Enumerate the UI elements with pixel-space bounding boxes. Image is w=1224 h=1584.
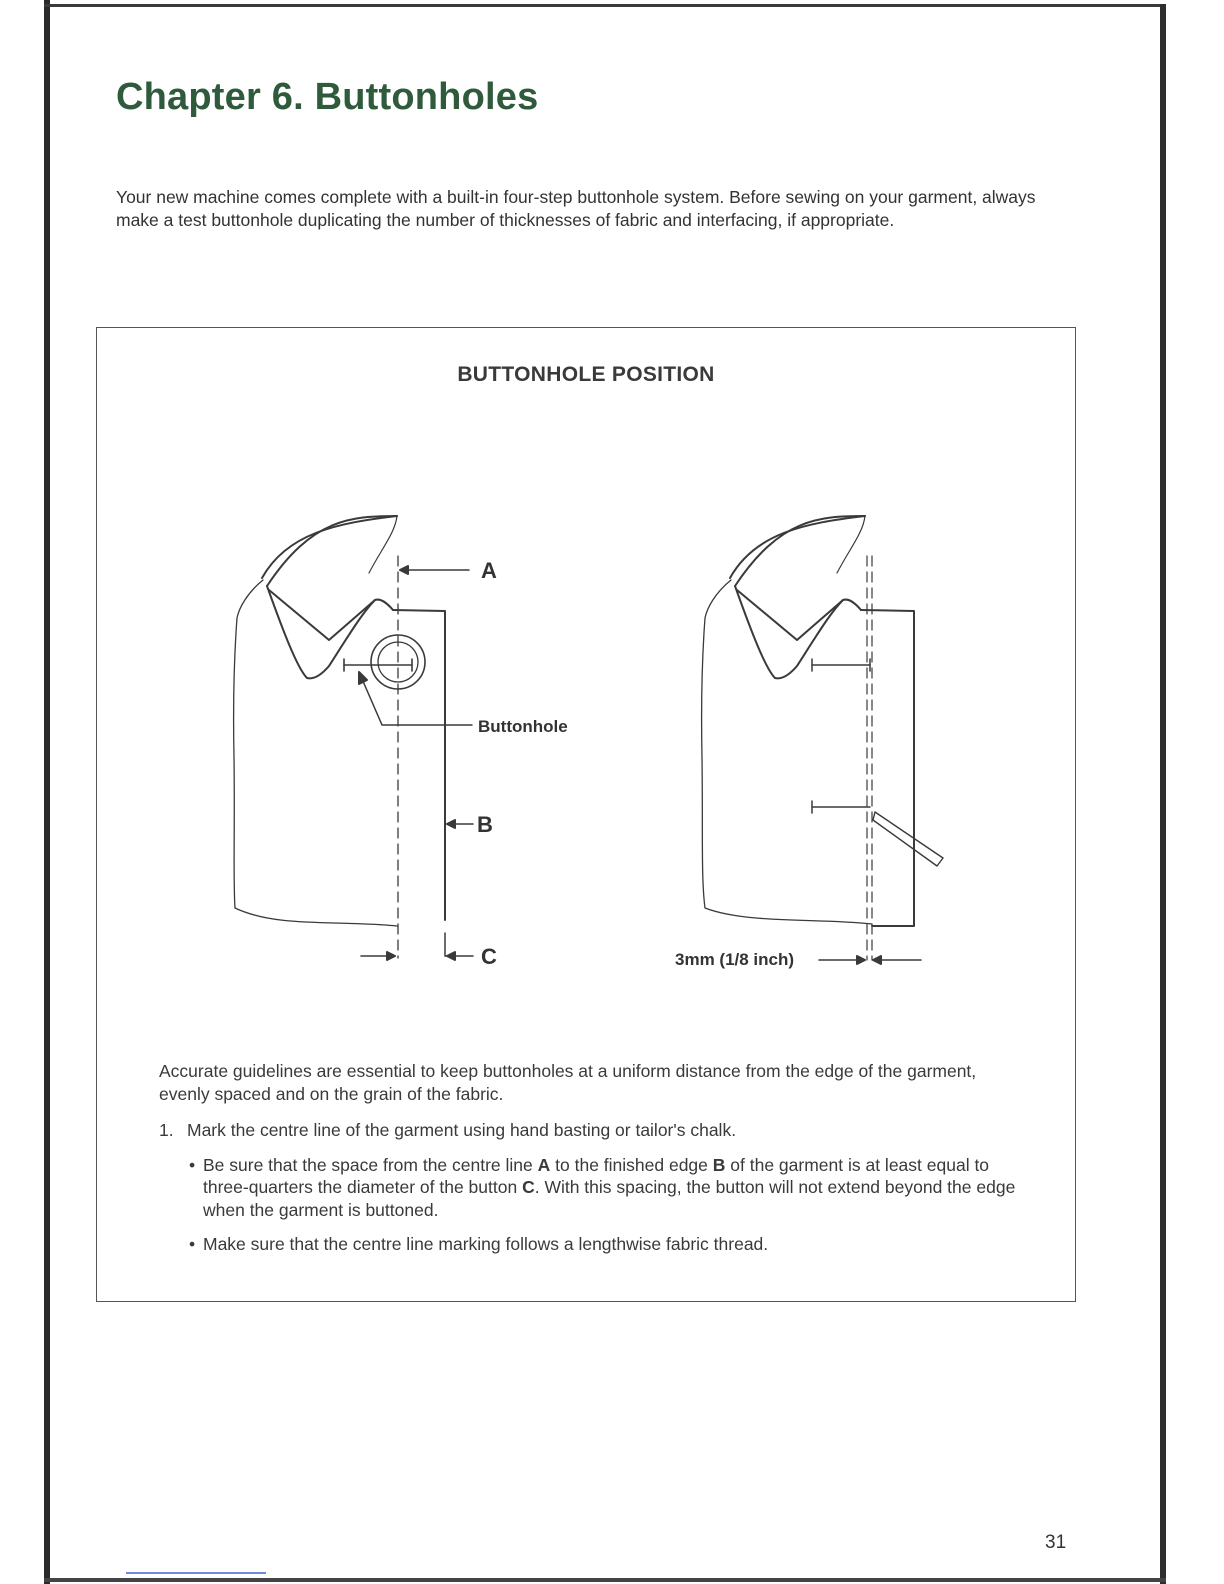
page-frame-left xyxy=(44,0,50,1584)
label-3mm: 3mm (1/8 inch) xyxy=(675,950,795,969)
figure-title: BUTTONHOLE POSITION xyxy=(457,363,715,386)
figure-box xyxy=(96,327,1076,1302)
bullet-item-2 xyxy=(189,1233,1019,1256)
right-garment-illustration xyxy=(702,516,943,964)
page-frame-right xyxy=(1160,4,1166,1584)
page-frame-bottom xyxy=(44,1578,1166,1582)
bullet-item-1 xyxy=(189,1154,1019,1222)
page-frame-top xyxy=(44,4,1166,7)
step-1 xyxy=(159,1119,1019,1142)
page-number: 31 xyxy=(1045,1532,1067,1553)
bullet-text: Make sure that the centre line marking follows a lengthwise fabric thread. xyxy=(203,1234,769,1254)
bullet-dot: • xyxy=(189,1154,196,1175)
label-buttonhole: Buttonhole xyxy=(478,717,568,736)
bottom-link-line xyxy=(126,1572,266,1574)
step-text: Mark the centre line of the garment using hand basting or tailor's chalk. xyxy=(187,1120,737,1140)
buttonhole-diagram xyxy=(97,328,1077,1028)
chapter-title: Chapter 6. Buttonholes xyxy=(116,76,539,118)
label-a: A xyxy=(481,558,497,583)
left-garment-illustration xyxy=(234,516,473,960)
step-number: 1. xyxy=(159,1120,174,1140)
intro-paragraph: Your new machine comes complete with a built-in four-step buttonhole system. Before sewing on your garment, always make a test buttonhole duplicating the number of thicknesses of fabric and interfacing, if appropriate. xyxy=(116,187,1036,230)
figure-body-text xyxy=(159,1060,1019,1268)
guidelines-paragraph: Accurate guidelines are essential to keep buttonholes at a uniform distance from the edge of the garment, evenly spaced and on the grain of the fabric. xyxy=(159,1061,977,1104)
label-c: C xyxy=(481,944,497,969)
bullet-dot: • xyxy=(189,1234,196,1254)
label-b: B xyxy=(477,812,493,837)
bullet-text: Be sure that the space from the centre line A to the finished edge B of the garment is at least equal to three-quarters the diameter of the button C. With this spacing, the button will not extend beyond the edge when the garment is buttoned. xyxy=(203,1154,1016,1220)
